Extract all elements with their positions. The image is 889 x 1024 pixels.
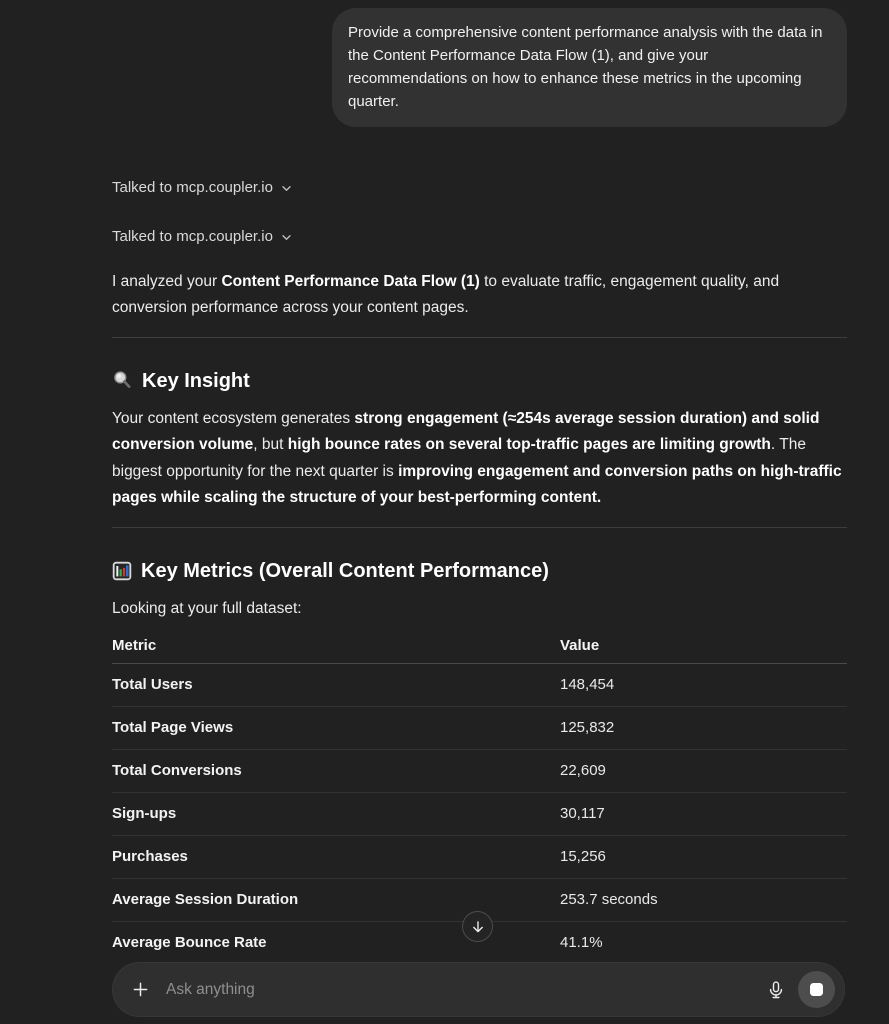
table-row [112, 706, 847, 749]
metric-cell: Total Page Views [112, 706, 560, 749]
section-divider [112, 337, 847, 338]
stop-generating-button[interactable] [798, 971, 835, 1008]
text-run: Your content ecosystem generates [112, 409, 355, 427]
key-insight-title: Key Insight [142, 369, 250, 392]
plus-icon[interactable] [130, 979, 151, 1000]
key-insight-paragraph [112, 406, 847, 512]
value-cell: 253.7 seconds [560, 878, 847, 921]
metric-cell: Average Bounce Rate [112, 934, 267, 951]
tool-call-mcp-coupler-1[interactable] [112, 176, 847, 198]
key-metrics-subtitle: Looking at your full dataset: [112, 600, 302, 617]
value-cell: 148,454 [560, 663, 847, 706]
value-column-header: Value [560, 637, 847, 664]
stop-square-icon [810, 983, 823, 996]
user-message-bubble: Provide a comprehensive content performance analysis with the data in the Content Performance Data Flow (1), and give your recommendations on how to enhance these metrics in the upcoming quarter. [332, 8, 847, 127]
text-run: to evaluate traffic, engagement quality, and conversion performance across your content pages. [112, 273, 780, 316]
text-run: I analyzed your [112, 273, 222, 290]
text-run: , but [253, 436, 288, 453]
tool-call-label: Talked to mcp.coupler.io [112, 227, 273, 245]
key-insight-heading [112, 368, 847, 394]
metric-cell: Average Session Duration [112, 878, 560, 921]
composer-bar[interactable] [112, 962, 845, 1017]
metric-cell: Total Users [112, 663, 560, 706]
key-metrics-title: Key Metrics (Overall Content Performance) [141, 560, 549, 582]
text-run: . The biggest opportunity for the next quarter is [112, 436, 806, 480]
chat-thread [112, 0, 847, 964]
table-header-row [112, 637, 847, 664]
value-cell: 22,609 [560, 749, 847, 792]
metric-cell: Total Conversions [112, 749, 560, 792]
bold-text: improving engagement and conversion paths on high-traffic pages while scaling the structure of your best-performing content. [112, 462, 842, 506]
value-cell: 15,256 [560, 835, 847, 878]
bold-text: high bounce rates on several top-traffic pages are limiting growth [287, 436, 771, 453]
table-row [112, 835, 847, 878]
microphone-icon[interactable] [760, 974, 792, 1006]
table-row [112, 749, 847, 792]
metric-column-header: Metric [112, 637, 560, 664]
metric-cell: Purchases [112, 835, 560, 878]
chevron-down-icon [280, 231, 293, 244]
magnifying-glass-icon [112, 370, 133, 391]
chevron-down-icon [280, 182, 293, 195]
bar-chart-icon [112, 561, 132, 581]
tool-call-label: Talked to mcp.coupler.io [112, 178, 273, 196]
value-cell: 41.1% [560, 934, 603, 951]
assistant-intro-paragraph [112, 269, 847, 321]
section-divider [112, 527, 847, 528]
bold-text: Content Performance Data Flow (1) [221, 273, 480, 290]
metric-cell: Sign-ups [112, 792, 560, 835]
chat-input[interactable]: Ask anything [166, 980, 255, 998]
tool-call-mcp-coupler-2[interactable] [112, 225, 847, 247]
bold-text: strong engagement (≈254s average session duration) and solid conversion volume [112, 409, 820, 453]
arrow-down-icon [470, 919, 486, 935]
scroll-to-bottom-button[interactable] [462, 911, 493, 942]
key-metrics-heading [112, 558, 847, 584]
table-row [112, 792, 847, 835]
value-cell: 30,117 [560, 792, 847, 835]
table-row [112, 663, 847, 706]
value-cell: 125,832 [560, 706, 847, 749]
